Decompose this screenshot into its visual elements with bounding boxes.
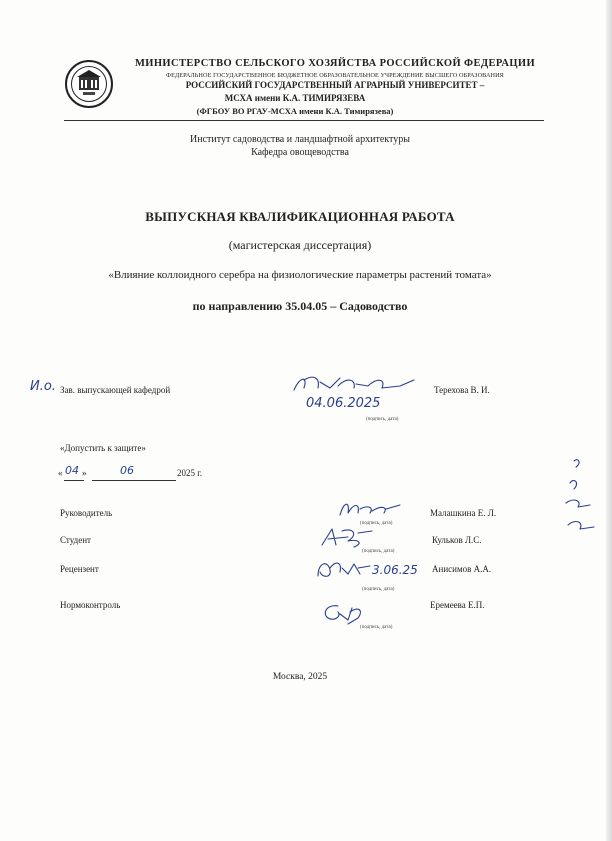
handwriting-bleed [560, 455, 600, 545]
admit-quote-open: « [58, 468, 63, 478]
admit-month: 06 [120, 464, 134, 477]
head-of-dept-label: Зав. выпускающей кафедрой [60, 385, 171, 395]
admit-quote-close: » [82, 468, 87, 478]
reviewer-name: Анисимов А.А. [432, 564, 492, 574]
supervisor-sign-caption: (подпись, дата) [360, 521, 393, 526]
document-title: ВЫПУСКНАЯ КВАЛИФИКАЦИОННАЯ РАБОТА [145, 209, 455, 224]
student-signature [318, 525, 378, 551]
footer-city-year: Москва, 2025 [272, 672, 328, 682]
head-of-dept-signature [290, 372, 420, 398]
role-norm-control: Нормоконтроль [60, 600, 121, 610]
reviewer-date: 3.06.25 [372, 563, 418, 577]
department-name: Кафедра овощеводства [251, 147, 349, 158]
student-name: Кульков Л.С. [432, 535, 482, 545]
admit-year: 2025 г. [177, 468, 203, 478]
reviewer-sign-caption: (подпись, дата) [362, 587, 395, 592]
ministry-name: МИНИСТЕРСТВО СЕЛЬСКОГО ХОЗЯЙСТВА РОССИЙСКОЙ ФЕДЕРАЦИИ [134, 58, 536, 69]
role-supervisor: Руководитель [60, 508, 113, 518]
norm-control-name: Еремеева Е.П. [430, 600, 485, 610]
header-divider [64, 120, 544, 121]
supervisor-name: Малашкина Е. Л. [430, 508, 497, 518]
study-direction: по направлению 35.04.05 – Садоводство [192, 299, 408, 313]
admit-label: «Допустить к защите» [60, 443, 146, 453]
head-of-dept-sign-caption: (подпись, дата) [366, 417, 399, 422]
role-student: Студент [60, 535, 91, 545]
supervisor-signature [336, 499, 406, 521]
thesis-topic: «Влияние коллоидного серебра на физиологические параметры растений томата» [108, 269, 492, 281]
admit-day-line [64, 480, 84, 481]
university-abbrev: (ФГБОУ ВО РГАУ-МСХА имени К.А. Тимирязева) [196, 106, 394, 116]
document-subtitle: (магистерская диссертация) [228, 238, 372, 252]
student-sign-caption: (подпись, дата) [362, 549, 395, 554]
head-of-dept-date: 04.06.2025 [306, 396, 381, 411]
reviewer-signature [314, 556, 374, 582]
institute-name: Институт садоводства и ландшафтной архитектуры [190, 134, 410, 145]
admit-month-line [92, 480, 176, 481]
role-reviewer: Рецензент [60, 564, 99, 574]
norm-control-sign-caption: (подпись, дата) [360, 625, 393, 630]
margin-note: И.о. [30, 379, 56, 394]
institution-type: ФЕДЕРАЛЬНОЕ ГОСУДАРСТВЕННОЕ БЮДЖЕТНОЕ ОБРАЗОВАТЕЛЬНОЕ УЧРЕЖДЕНИЕ ВЫСШЕГО ОБРАЗОВАНИЯ [166, 72, 504, 79]
university-named: МСХА имени К.А. ТИМИРЯЗЕВА [224, 93, 366, 103]
norm-control-signature [318, 600, 368, 626]
university-name: РОССИЙСКИЙ ГОСУДАРСТВЕННЫЙ АГРАРНЫЙ УНИВЕРСИТЕТ – [185, 80, 485, 90]
head-of-dept-name: Терехова В. И. [434, 385, 490, 395]
admit-day: 04 [65, 464, 79, 477]
page-edge-shadow [606, 0, 612, 841]
